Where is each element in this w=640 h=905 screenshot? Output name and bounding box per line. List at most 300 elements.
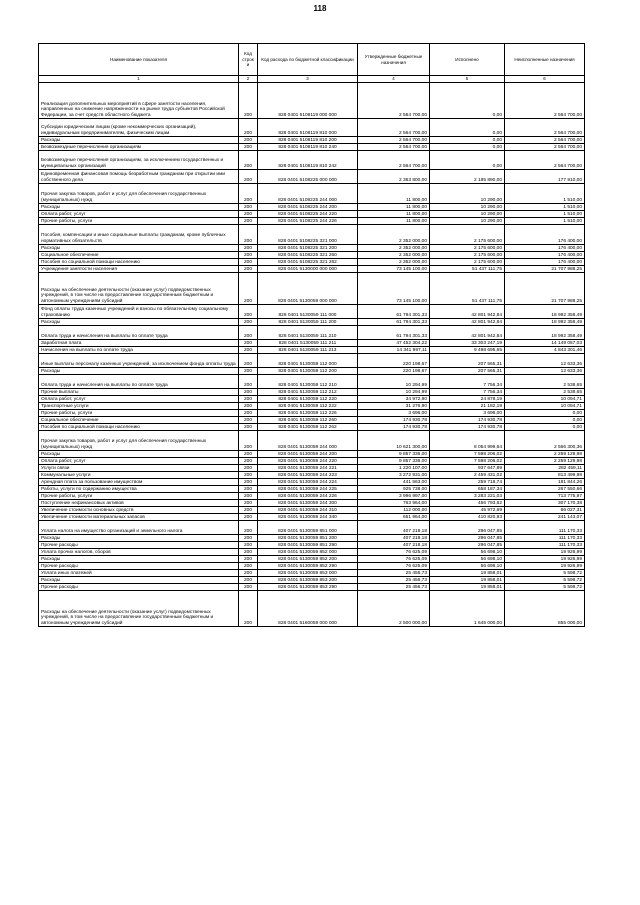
budget-code-cell: 828 0401 5130059 112 260 bbox=[258, 417, 358, 424]
table-row bbox=[39, 266, 585, 273]
table-row bbox=[39, 273, 585, 305]
unexecuted-amount-cell: 2 259 129,98 bbox=[505, 451, 585, 458]
table-body bbox=[39, 83, 585, 627]
budget-code-cell: 828 0401 5130059 111 210 bbox=[258, 326, 358, 340]
indicator-name-cell: Безвозмездные перечисления организациям bbox=[39, 144, 239, 151]
budget-code-cell: 828 0401 5130059 112 226 bbox=[258, 410, 358, 417]
approved-amount-cell: 174 930,78 bbox=[358, 417, 430, 424]
indicator-name-cell: Прочая закупка товаров, работ и услуг для обеспечения государственных (муниципальных) нужд bbox=[39, 184, 239, 204]
unexecuted-amount-cell: 1 510,00 bbox=[505, 204, 585, 211]
executed-amount-cell: 33 303 247,19 bbox=[430, 340, 505, 347]
executed-amount-cell: 45 972,69 bbox=[430, 507, 505, 514]
line-code-cell: 200 bbox=[239, 137, 258, 144]
table-row bbox=[39, 326, 585, 340]
line-code-cell: 200 bbox=[239, 204, 258, 211]
approved-amount-cell: 3 272 931,00 bbox=[358, 472, 430, 479]
unexecuted-amount-cell: 18 992 358,49 bbox=[505, 319, 585, 326]
line-code-cell: 200 bbox=[239, 218, 258, 225]
executed-amount-cell: 207 565,31 bbox=[430, 354, 505, 368]
approved-amount-cell: 220 198,67 bbox=[358, 354, 430, 368]
budget-code-cell: 828 0401 5130059 244 220 bbox=[258, 458, 358, 465]
line-code-cell: 200 bbox=[239, 273, 258, 305]
indicator-name-cell: Уплата прочих налогов, сборов bbox=[39, 549, 239, 556]
table-row bbox=[39, 563, 585, 570]
table-row bbox=[39, 375, 585, 389]
unexecuted-amount-cell: 10 094,71 bbox=[505, 396, 585, 403]
table-row bbox=[39, 347, 585, 354]
budget-code-cell: 828 0401 5130059 112 262 bbox=[258, 424, 358, 431]
executed-amount-cell: 10 290,00 bbox=[430, 184, 505, 204]
executed-amount-cell: 658 187,34 bbox=[430, 486, 505, 493]
unexecuted-amount-cell: 5 598,72 bbox=[505, 584, 585, 591]
indicator-name-cell: Увеличение стоимости материальных запасов bbox=[39, 514, 239, 521]
budget-code-cell: 828 0401 5130059 244 000 bbox=[258, 431, 358, 451]
unexecuted-amount-cell: 2 564 700,00 bbox=[505, 119, 585, 137]
budget-code-cell: 828 0401 5130059 852 290 bbox=[258, 563, 358, 570]
unexecuted-amount-cell: 2 538,65 bbox=[505, 389, 585, 396]
line-code-cell: 200 bbox=[239, 83, 258, 119]
executed-amount-cell: 3 283 221,03 bbox=[430, 493, 505, 500]
approved-amount-cell: 73 145 100,00 bbox=[358, 273, 430, 305]
budget-code-cell: 828 0401 5130059 244 223 bbox=[258, 472, 358, 479]
header-unexecuted: Неисполненные назначения bbox=[505, 44, 585, 76]
column-index: 4 bbox=[358, 76, 430, 83]
approved-amount-cell: 73 145 100,00 bbox=[358, 266, 430, 273]
table-row bbox=[39, 218, 585, 225]
executed-amount-cell: 0,00 bbox=[430, 119, 505, 137]
indicator-name-cell: Пособия по социальной помощи населению bbox=[39, 259, 239, 266]
indicator-name-cell: Прочие работы, услуги bbox=[39, 493, 239, 500]
table-row bbox=[39, 119, 585, 137]
unexecuted-amount-cell: 1 510,00 bbox=[505, 184, 585, 204]
executed-amount-cell: 2 175 600,00 bbox=[430, 259, 505, 266]
indicator-name-cell: Расходы на обеспечение деятельности (оказание услуг) подведомственных учреждений, в том числе на предоставление государственным бюджетным и автономным учреждениям субсидий bbox=[39, 591, 239, 627]
table-row bbox=[39, 514, 585, 521]
line-code-cell: 200 bbox=[239, 431, 258, 451]
budget-code-cell: 828 0401 5108225 244 220 bbox=[258, 211, 358, 218]
table-row bbox=[39, 144, 585, 151]
approved-amount-cell: 10 294,99 bbox=[358, 375, 430, 389]
unexecuted-amount-cell: 66 027,31 bbox=[505, 507, 585, 514]
indicator-name-cell: Увеличение стоимости основных средств bbox=[39, 507, 239, 514]
unexecuted-amount-cell: 0,00 bbox=[505, 424, 585, 431]
table-row bbox=[39, 570, 585, 577]
table-row bbox=[39, 417, 585, 424]
indicator-name-cell: Уплата налога на имущество организаций и земельного налога bbox=[39, 521, 239, 535]
approved-amount-cell: 112 000,00 bbox=[358, 507, 430, 514]
unexecuted-amount-cell: 21 707 988,25 bbox=[505, 273, 585, 305]
column-index: 6 bbox=[505, 76, 585, 83]
unexecuted-amount-cell: 18 992 358,49 bbox=[505, 305, 585, 319]
indicator-name-cell: Расходы bbox=[39, 137, 239, 144]
budget-code-cell: 828 0401 5108119 810 000 bbox=[258, 119, 358, 137]
line-code-cell: 200 bbox=[239, 591, 258, 627]
indicator-name-cell: Заработная плата bbox=[39, 340, 239, 347]
executed-amount-cell: 42 801 942,84 bbox=[430, 319, 505, 326]
table-row bbox=[39, 211, 585, 218]
unexecuted-amount-cell: 19 926,99 bbox=[505, 563, 585, 570]
executed-amount-cell: 410 820,93 bbox=[430, 514, 505, 521]
line-code-cell: 200 bbox=[239, 266, 258, 273]
table-row bbox=[39, 170, 585, 184]
approved-amount-cell: 925 738,00 bbox=[358, 486, 430, 493]
budget-code-cell: 828 0401 5130059 853 000 bbox=[258, 570, 358, 577]
executed-amount-cell: 8 054 999,64 bbox=[430, 431, 505, 451]
approved-amount-cell: 47 452 304,22 bbox=[358, 340, 430, 347]
indicator-name-cell: Коммунальные услуги bbox=[39, 472, 239, 479]
header-indicator-name: Наименование показателя bbox=[39, 44, 239, 76]
table-row bbox=[39, 184, 585, 204]
executed-amount-cell: 1 645 000,00 bbox=[430, 591, 505, 627]
indicator-name-cell: Оплата работ, услуг bbox=[39, 211, 239, 218]
table-row bbox=[39, 410, 585, 417]
header-executed: Исполнено bbox=[430, 44, 505, 76]
line-code-cell: 200 bbox=[239, 535, 258, 542]
column-index-row bbox=[39, 76, 585, 83]
budget-code-cell: 828 0401 5130000 000 000 bbox=[258, 266, 358, 273]
approved-amount-cell: 34 972,90 bbox=[358, 396, 430, 403]
approved-amount-cell: 11 800,00 bbox=[358, 211, 430, 218]
line-code-cell: 200 bbox=[239, 211, 258, 218]
executed-amount-cell: 456 793,62 bbox=[430, 500, 505, 507]
indicator-name-cell: Оплата труда и начисления на выплаты по оплате труда bbox=[39, 375, 239, 389]
budget-code-cell: 828 0401 5130059 851 200 bbox=[258, 535, 358, 542]
header-line-code: Код строк и bbox=[239, 44, 258, 76]
budget-code-cell: 828 0401 5108225 321 262 bbox=[258, 259, 358, 266]
approved-amount-cell: 25 456,73 bbox=[358, 577, 430, 584]
table-row bbox=[39, 431, 585, 451]
unexecuted-amount-cell: 2 538,65 bbox=[505, 375, 585, 389]
approved-amount-cell: 31 276,90 bbox=[358, 403, 430, 410]
budget-code-cell: 828 0401 5130059 852 200 bbox=[258, 556, 358, 563]
header-approved: Утвержденные бюджетные назначения bbox=[358, 44, 430, 76]
unexecuted-amount-cell: 176 400,00 bbox=[505, 225, 585, 245]
indicator-name-cell: Прочая закупка товаров, работ и услуг для обеспечения государственных (муниципальных) нужд bbox=[39, 431, 239, 451]
budget-code-cell: 828 0401 5130059 111 000 bbox=[258, 305, 358, 319]
line-code-cell: 200 bbox=[239, 368, 258, 375]
line-code-cell: 200 bbox=[239, 389, 258, 396]
executed-amount-cell: 2 175 600,00 bbox=[430, 225, 505, 245]
unexecuted-amount-cell: 5 598,72 bbox=[505, 577, 585, 584]
unexecuted-amount-cell: 12 633,36 bbox=[505, 354, 585, 368]
indicator-name-cell: Расходы bbox=[39, 245, 239, 252]
approved-amount-cell: 174 930,78 bbox=[358, 424, 430, 431]
executed-amount-cell: 296 047,85 bbox=[430, 535, 505, 542]
executed-amount-cell: 51 437 111,75 bbox=[430, 266, 505, 273]
budget-code-cell: 828 0401 5108225 321 260 bbox=[258, 252, 358, 259]
executed-amount-cell: 9 498 695,65 bbox=[430, 347, 505, 354]
line-code-cell: 200 bbox=[239, 396, 258, 403]
indicator-name-cell: Арендная плата за пользование имуществом bbox=[39, 479, 239, 486]
executed-amount-cell: 207 565,31 bbox=[430, 368, 505, 375]
approved-amount-cell: 2 363 800,00 bbox=[358, 170, 430, 184]
executed-amount-cell: 3 696,00 bbox=[430, 410, 505, 417]
line-code-cell: 200 bbox=[239, 493, 258, 500]
executed-amount-cell: 56 698,10 bbox=[430, 549, 505, 556]
column-index: 5 bbox=[430, 76, 505, 83]
indicator-name-cell: Фонд оплаты труда казенных учреждений и взносы по обязательному социальному страхованию bbox=[39, 305, 239, 319]
line-code-cell: 200 bbox=[239, 347, 258, 354]
approved-amount-cell: 2 352 000,00 bbox=[358, 259, 430, 266]
approved-amount-cell: 9 857 336,00 bbox=[358, 458, 430, 465]
line-code-cell: 200 bbox=[239, 514, 258, 521]
approved-amount-cell: 14 341 997,11 bbox=[358, 347, 430, 354]
indicator-name-cell: Расходы bbox=[39, 319, 239, 326]
unexecuted-amount-cell: 12 633,36 bbox=[505, 368, 585, 375]
approved-amount-cell: 407 218,18 bbox=[358, 521, 430, 535]
line-code-cell: 200 bbox=[239, 305, 258, 319]
approved-amount-cell: 61 794 301,33 bbox=[358, 326, 430, 340]
indicator-name-cell: Расходы bbox=[39, 451, 239, 458]
executed-amount-cell: 174 930,78 bbox=[430, 424, 505, 431]
table-row bbox=[39, 305, 585, 319]
budget-code-cell: 828 0401 5108225 244 226 bbox=[258, 218, 358, 225]
approved-amount-cell: 220 198,67 bbox=[358, 368, 430, 375]
budget-code-cell: 828 0401 5160059 000 000 bbox=[258, 591, 358, 627]
indicator-name-cell: Расходы на обеспечение деятельности (оказание услуг) подведомственных учреждений, в том числе на предоставление государственным бюджетным и автономным учреждениям субсидий bbox=[39, 273, 239, 305]
unexecuted-amount-cell: 0,00 bbox=[505, 417, 585, 424]
unexecuted-amount-cell: 19 926,99 bbox=[505, 556, 585, 563]
table-row bbox=[39, 500, 585, 507]
executed-amount-cell: 0,00 bbox=[430, 137, 505, 144]
budget-code-cell: 828 0401 5130059 111 200 bbox=[258, 319, 358, 326]
table-row bbox=[39, 354, 585, 368]
budget-code-cell: 828 0401 5130059 244 300 bbox=[258, 500, 358, 507]
table-row bbox=[39, 451, 585, 458]
table-row bbox=[39, 403, 585, 410]
approved-amount-cell: 76 625,09 bbox=[358, 549, 430, 556]
unexecuted-amount-cell: 21 707 988,25 bbox=[505, 266, 585, 273]
line-code-cell: 200 bbox=[239, 375, 258, 389]
unexecuted-amount-cell: 5 598,72 bbox=[505, 570, 585, 577]
line-code-cell: 200 bbox=[239, 259, 258, 266]
executed-amount-cell: 7 756,34 bbox=[430, 389, 505, 396]
indicator-name-cell: Расходы bbox=[39, 535, 239, 542]
table-row bbox=[39, 535, 585, 542]
executed-amount-cell: 296 047,85 bbox=[430, 542, 505, 549]
approved-amount-cell: 25 456,73 bbox=[358, 570, 430, 577]
indicator-name-cell: Безвозмездные перечисления организациям, за исключением государственных и муниципальных организаций bbox=[39, 151, 239, 170]
unexecuted-amount-cell: 19 926,99 bbox=[505, 549, 585, 556]
budget-code-cell: 828 0401 5130059 112 222 bbox=[258, 403, 358, 410]
unexecuted-amount-cell: 267 550,66 bbox=[505, 486, 585, 493]
approved-amount-cell: 651 964,00 bbox=[358, 514, 430, 521]
indicator-name-cell: Поступление нефинансовых активов bbox=[39, 500, 239, 507]
table-row bbox=[39, 151, 585, 170]
table-row bbox=[39, 542, 585, 549]
unexecuted-amount-cell: 111 170,33 bbox=[505, 535, 585, 542]
approved-amount-cell: 2 564 700,00 bbox=[358, 151, 430, 170]
line-code-cell: 200 bbox=[239, 584, 258, 591]
line-code-cell: 200 bbox=[239, 563, 258, 570]
unexecuted-amount-cell: 813 499,98 bbox=[505, 472, 585, 479]
table-row bbox=[39, 458, 585, 465]
executed-amount-cell: 7 756,34 bbox=[430, 375, 505, 389]
approved-amount-cell: 9 857 336,00 bbox=[358, 451, 430, 458]
line-code-cell: 200 bbox=[239, 144, 258, 151]
executed-amount-cell: 42 801 942,84 bbox=[430, 305, 505, 319]
executed-amount-cell: 10 290,00 bbox=[430, 218, 505, 225]
table-row bbox=[39, 493, 585, 500]
table-row bbox=[39, 319, 585, 326]
indicator-name-cell: Иные выплаты персоналу казенных учреждений, за исключением фонда оплаты труда bbox=[39, 354, 239, 368]
budget-code-cell: 828 0401 5130059 112 000 bbox=[258, 354, 358, 368]
executed-amount-cell: 0,00 bbox=[430, 144, 505, 151]
executed-amount-cell: 10 290,00 bbox=[430, 204, 505, 211]
unexecuted-amount-cell: 181 844,26 bbox=[505, 479, 585, 486]
indicator-name-cell: Прочие расходы bbox=[39, 584, 239, 591]
executed-amount-cell: 2 175 600,00 bbox=[430, 245, 505, 252]
executed-amount-cell: 7 598 206,02 bbox=[430, 451, 505, 458]
unexecuted-amount-cell: 241 143,07 bbox=[505, 514, 585, 521]
line-code-cell: 200 bbox=[239, 319, 258, 326]
indicator-name-cell: Реализация дополнительных мероприятий в сфере занятости населения, направленных на снижение напряженности на рынке труда субъектов Российской Федерации, за счет средств областного бюджета bbox=[39, 83, 239, 119]
table-row bbox=[39, 245, 585, 252]
approved-amount-cell: 2 564 700,00 bbox=[358, 83, 430, 119]
unexecuted-amount-cell: 18 992 358,49 bbox=[505, 326, 585, 340]
budget-code-cell: 828 0401 5130059 111 211 bbox=[258, 340, 358, 347]
budget-code-cell: 828 0401 5130059 244 224 bbox=[258, 479, 358, 486]
unexecuted-amount-cell: 176 400,00 bbox=[505, 259, 585, 266]
indicator-name-cell: Транспортные услуги bbox=[39, 403, 239, 410]
executed-amount-cell: 0,00 bbox=[430, 151, 505, 170]
unexecuted-amount-cell: 1 510,00 bbox=[505, 211, 585, 218]
approved-amount-cell: 1 220 107,00 bbox=[358, 465, 430, 472]
unexecuted-amount-cell: 307 170,38 bbox=[505, 500, 585, 507]
executed-amount-cell: 42 801 942,84 bbox=[430, 326, 505, 340]
unexecuted-amount-cell: 111 170,33 bbox=[505, 542, 585, 549]
executed-amount-cell: 2 185 890,00 bbox=[430, 170, 505, 184]
executed-amount-cell: 19 858,01 bbox=[430, 570, 505, 577]
table-row bbox=[39, 577, 585, 584]
table-row bbox=[39, 259, 585, 266]
indicator-name-cell: Работы, услуги по содержанию имущества bbox=[39, 486, 239, 493]
budget-code-cell: 828 0401 5130059 112 210 bbox=[258, 375, 358, 389]
budget-code-cell: 828 0401 5130059 112 220 bbox=[258, 396, 358, 403]
indicator-name-cell: Прочие расходы bbox=[39, 563, 239, 570]
indicator-name-cell: Социальное обеспечение bbox=[39, 417, 239, 424]
indicator-name-cell: Прочие работы, услуги bbox=[39, 218, 239, 225]
table-row bbox=[39, 479, 585, 486]
unexecuted-amount-cell: 2 564 700,00 bbox=[505, 144, 585, 151]
line-code-cell: 200 bbox=[239, 151, 258, 170]
unexecuted-amount-cell: 0,00 bbox=[505, 410, 585, 417]
budget-code-cell: 828 0401 5108225 321 200 bbox=[258, 245, 358, 252]
line-code-cell: 200 bbox=[239, 458, 258, 465]
table-row bbox=[39, 225, 585, 245]
line-code-cell: 200 bbox=[239, 451, 258, 458]
unexecuted-amount-cell: 2 564 700,00 bbox=[505, 83, 585, 119]
unexecuted-amount-cell: 713 775,97 bbox=[505, 493, 585, 500]
approved-amount-cell: 2 500 000,00 bbox=[358, 591, 430, 627]
table-row bbox=[39, 472, 585, 479]
executed-amount-cell: 51 437 111,75 bbox=[430, 273, 505, 305]
budget-code-cell: 828 0401 5108225 321 000 bbox=[258, 225, 358, 245]
approved-amount-cell: 11 800,00 bbox=[358, 184, 430, 204]
table-row bbox=[39, 396, 585, 403]
line-code-cell: 200 bbox=[239, 354, 258, 368]
line-code-cell: 200 bbox=[239, 403, 258, 410]
indicator-name-cell: Единовременная финансовая помощь безработным гражданам при открытии ими собственного дела bbox=[39, 170, 239, 184]
line-code-cell: 200 bbox=[239, 465, 258, 472]
line-code-cell: 200 bbox=[239, 326, 258, 340]
indicator-name-cell: Прочие выплаты bbox=[39, 389, 239, 396]
executed-amount-cell: 10 290,00 bbox=[430, 211, 505, 218]
header-budget-code: Код расхода по бюджетной классификации bbox=[258, 44, 358, 76]
table-header-row bbox=[39, 44, 585, 76]
unexecuted-amount-cell: 2 564 700,00 bbox=[505, 151, 585, 170]
approved-amount-cell: 2 564 700,00 bbox=[358, 144, 430, 151]
budget-execution-table bbox=[38, 43, 585, 627]
unexecuted-amount-cell: 2 564 700,00 bbox=[505, 137, 585, 144]
line-code-cell: 200 bbox=[239, 424, 258, 431]
executed-amount-cell: 7 598 206,02 bbox=[430, 458, 505, 465]
page-number: 118 bbox=[313, 4, 327, 13]
budget-code-cell: 828 0401 5130059 244 340 bbox=[258, 514, 358, 521]
table-row bbox=[39, 83, 585, 119]
approved-amount-cell: 76 625,09 bbox=[358, 556, 430, 563]
indicator-name-cell: Расходы bbox=[39, 368, 239, 375]
executed-amount-cell: 19 858,01 bbox=[430, 584, 505, 591]
indicator-name-cell: Пособия, компенсации и иные социальные выплаты гражданам, кроме публичных нормативных обязательств bbox=[39, 225, 239, 245]
table-row bbox=[39, 584, 585, 591]
indicator-name-cell: Расходы bbox=[39, 577, 239, 584]
approved-amount-cell: 2 352 000,00 bbox=[358, 245, 430, 252]
line-code-cell: 200 bbox=[239, 556, 258, 563]
table-row bbox=[39, 591, 585, 627]
line-code-cell: 200 bbox=[239, 479, 258, 486]
approved-amount-cell: 441 563,00 bbox=[358, 479, 430, 486]
line-code-cell: 200 bbox=[239, 577, 258, 584]
approved-amount-cell: 2 564 700,00 bbox=[358, 119, 430, 137]
unexecuted-amount-cell: 177 910,00 bbox=[505, 170, 585, 184]
approved-amount-cell: 2 352 000,00 bbox=[358, 252, 430, 259]
unexecuted-amount-cell: 855 000,00 bbox=[505, 591, 585, 627]
indicator-name-cell: Услуги связи bbox=[39, 465, 239, 472]
approved-amount-cell: 407 218,18 bbox=[358, 535, 430, 542]
unexecuted-amount-cell: 111 170,33 bbox=[505, 521, 585, 535]
unexecuted-amount-cell: 282 459,11 bbox=[505, 465, 585, 472]
table-row bbox=[39, 521, 585, 535]
budget-code-cell: 828 0401 5130059 000 000 bbox=[258, 273, 358, 305]
line-code-cell: 200 bbox=[239, 340, 258, 347]
executed-amount-cell: 24 878,19 bbox=[430, 396, 505, 403]
approved-amount-cell: 3 696,00 bbox=[358, 410, 430, 417]
unexecuted-amount-cell: 2 566 300,36 bbox=[505, 431, 585, 451]
budget-code-cell: 828 0401 5130059 244 310 bbox=[258, 507, 358, 514]
executed-amount-cell: 296 047,85 bbox=[430, 521, 505, 535]
budget-code-cell: 828 0401 5130059 112 212 bbox=[258, 389, 358, 396]
table-row bbox=[39, 424, 585, 431]
budget-code-cell: 828 0401 5130059 244 200 bbox=[258, 451, 358, 458]
line-code-cell: 200 bbox=[239, 245, 258, 252]
table-row bbox=[39, 340, 585, 347]
approved-amount-cell: 61 794 301,33 bbox=[358, 319, 430, 326]
line-code-cell: 200 bbox=[239, 570, 258, 577]
table-row bbox=[39, 368, 585, 375]
line-code-cell: 200 bbox=[239, 225, 258, 245]
indicator-name-cell: Прочие работы, услуги bbox=[39, 410, 239, 417]
executed-amount-cell: 2 459 431,02 bbox=[430, 472, 505, 479]
indicator-name-cell: Оплата труда и начисления на выплаты по оплате труда bbox=[39, 326, 239, 340]
approved-amount-cell: 25 456,73 bbox=[358, 584, 430, 591]
indicator-name-cell: Социальное обеспечение bbox=[39, 252, 239, 259]
budget-code-cell: 828 0401 5130059 244 226 bbox=[258, 493, 358, 500]
approved-amount-cell: 61 794 301,33 bbox=[358, 305, 430, 319]
line-code-cell: 200 bbox=[239, 119, 258, 137]
unexecuted-amount-cell: 10 094,71 bbox=[505, 403, 585, 410]
indicator-name-cell: Учреждения занятости населения bbox=[39, 266, 239, 273]
